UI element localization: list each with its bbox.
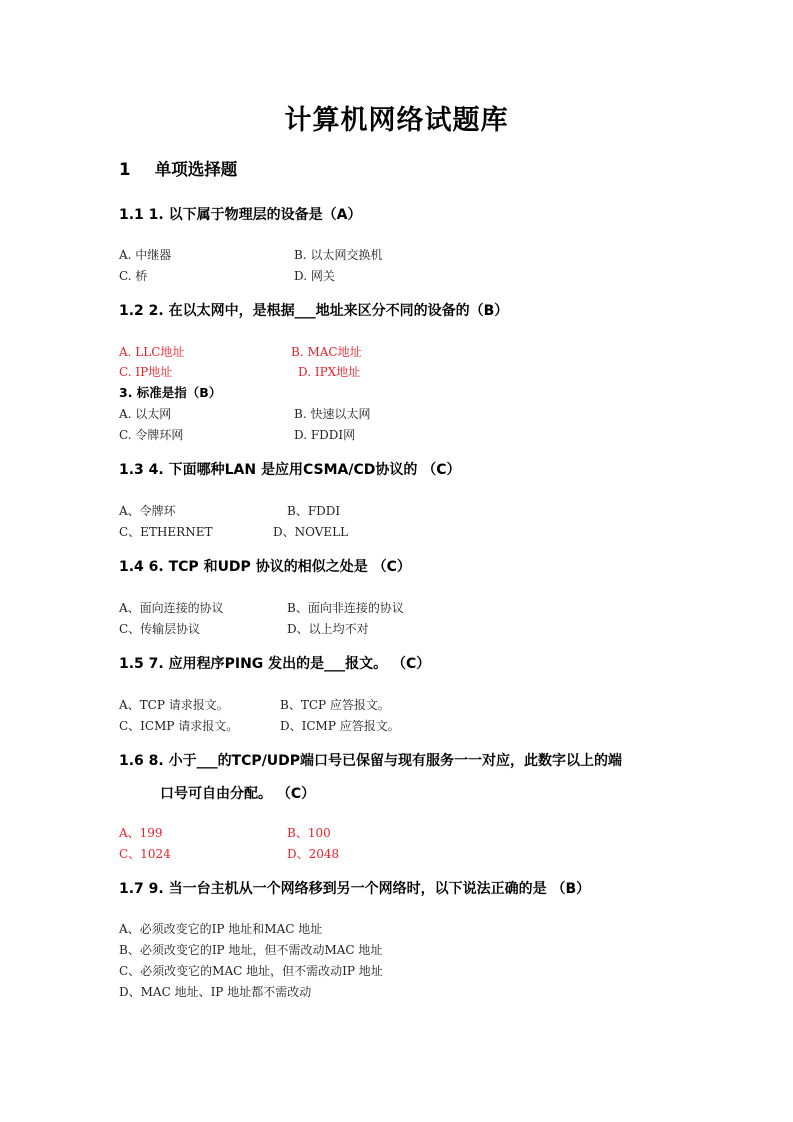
q3-option-d: D. FDDI网	[294, 428, 356, 442]
q7-option-b: B、100	[287, 826, 331, 840]
q2-option-a: A. LLC地址	[119, 345, 185, 359]
q8-option-a: A、必须改变它的IP 地址和MAC 地址	[119, 922, 323, 936]
question-3: 3. 标准是指（B）	[119, 385, 222, 400]
question-1: 1.1 1. 以下属于物理层的设备是（A）	[119, 207, 362, 223]
q3-option-c: C. 令牌环网	[119, 428, 184, 442]
question-7-line1: 1.6 8. 小于___的TCP/UDP端口号已保留与现有服务一一对应，此数字以上的端	[119, 753, 623, 769]
q1-option-a: A. 中继器	[119, 248, 172, 262]
page-title: 计算机网络试题库	[284, 105, 509, 136]
question-5: 1.4 6. TCP 和UDP 协议的相似之处是 （C）	[119, 559, 411, 575]
q7-option-a: A、199	[119, 826, 163, 840]
q4-option-d: D、NOVELL	[273, 525, 349, 539]
q4-option-c: C、ETHERNET	[119, 525, 213, 539]
section-label: 单项选择题	[154, 160, 238, 179]
q6-option-b: B、TCP 应答报文。	[280, 698, 390, 712]
q7-option-c: C、1024	[119, 847, 171, 861]
q1-option-c: C. 桥	[119, 269, 148, 283]
q5-option-d: D、以上均不对	[287, 622, 369, 636]
section-number: 1	[119, 160, 131, 179]
q3-option-a: A. 以太网	[119, 407, 172, 421]
q2-option-c: C. IP地址	[119, 365, 173, 379]
q5-option-b: B、面向非连接的协议	[287, 601, 404, 615]
question-7-line2: 口号可自由分配。 （C）	[160, 786, 316, 802]
question-6: 1.5 7. 应用程序PING 发出的是___报文。 （C）	[119, 656, 431, 672]
q4-option-b: B、FDDI	[287, 504, 341, 518]
q3-option-b: B. 快速以太网	[294, 407, 371, 421]
section-heading	[119, 156, 237, 180]
q5-option-a: A、面向连接的协议	[119, 601, 224, 615]
q2-option-d: D. IPX地址	[298, 365, 361, 379]
q6-option-a: A、TCP 请求报文。	[119, 698, 229, 712]
q8-option-c: C、必须改变它的MAC 地址，但不需改动IP 地址	[119, 964, 383, 978]
question-2: 1.2 2. 在以太网中，是根据___地址来区分不同的设备的（B）	[119, 303, 509, 319]
q6-option-c: C、ICMP 请求报文。	[119, 719, 239, 733]
q8-option-b: B、必须改变它的IP 地址，但不需改动MAC 地址	[119, 943, 383, 957]
question-8: 1.7 9. 当一台主机从一个网络移到另一个网络时，以下说法正确的是 （B）	[119, 881, 591, 897]
q1-option-d: D. 网关	[294, 269, 335, 283]
q7-option-d: D、2048	[287, 847, 340, 861]
q2-option-b: B. MAC地址	[291, 345, 362, 359]
q1-option-b: B. 以太网交换机	[294, 248, 383, 262]
q4-option-a: A、令牌环	[119, 504, 176, 518]
q6-option-d: D、ICMP 应答报文。	[280, 719, 400, 733]
q5-option-c: C、传输层协议	[119, 622, 201, 636]
q8-option-d: D、MAC 地址、IP 地址都不需改动	[119, 985, 312, 999]
question-7	[119, 750, 622, 803]
question-4: 1.3 4. 下面哪种LAN 是应用CSMA/CD协议的 （C）	[119, 462, 461, 478]
